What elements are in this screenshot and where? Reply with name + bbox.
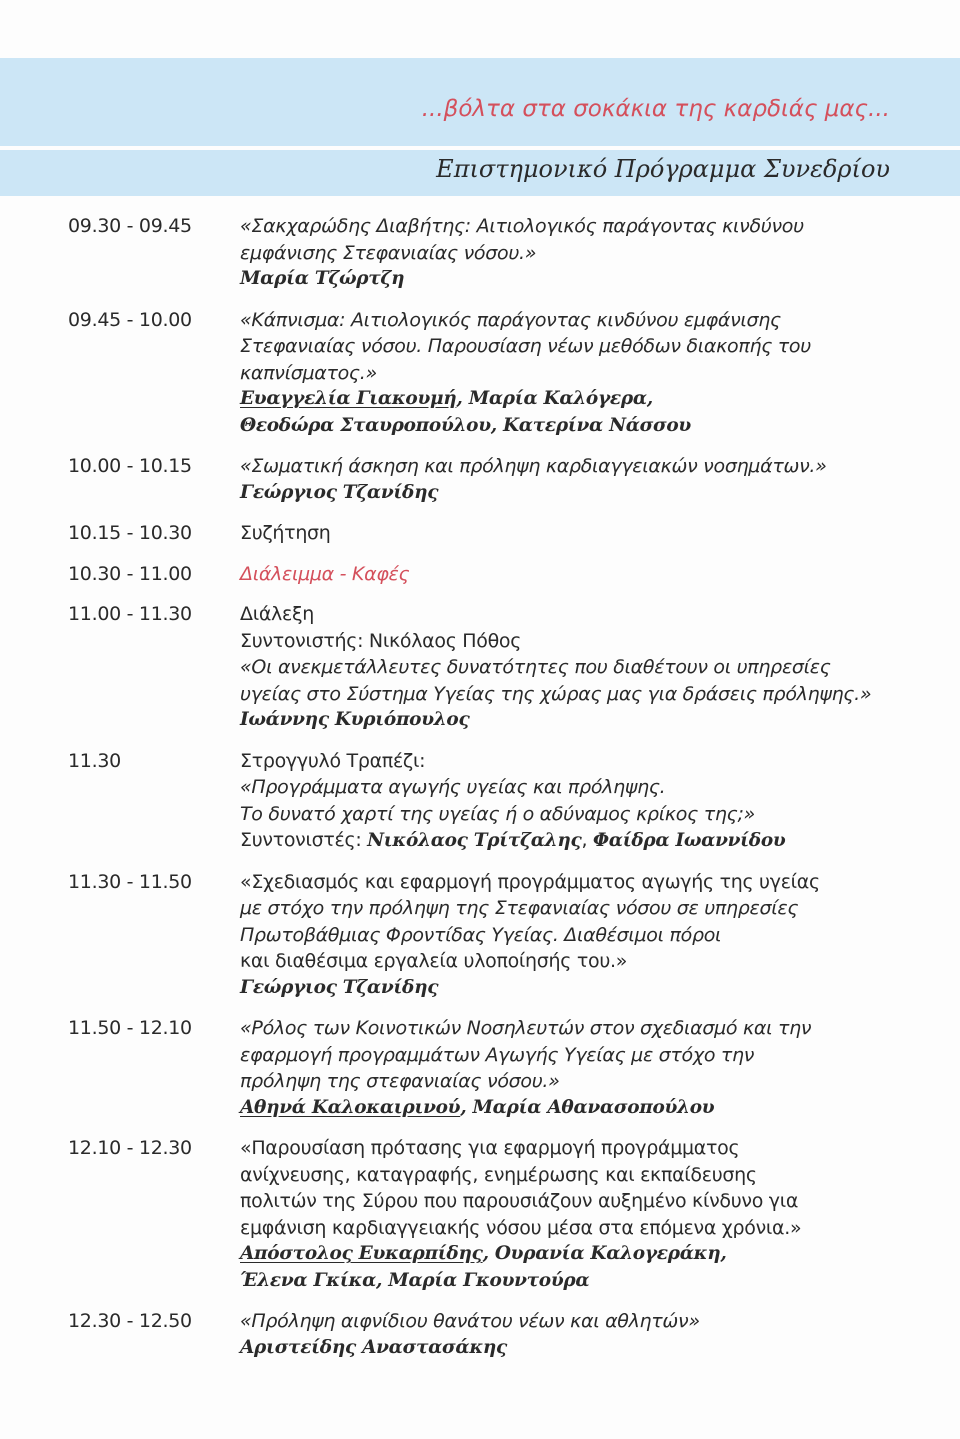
session-label: Διάλεξη [240,603,315,625]
talk-title-line: με στόχο την πρόληψη της Στεφανιαίας νόσου σε υπηρεσίες [240,897,799,919]
session-row [68,520,898,547]
co-speakers: , Μαρία Αθανασοπούλου [460,1096,715,1118]
moderators-line [240,827,898,855]
presenting-speaker: Αθηνά Καλοκαιρινού [240,1096,461,1118]
session-row [68,869,898,1002]
speakers-line [240,1095,898,1122]
session-row [68,748,898,855]
moderators-separator: , [581,829,593,851]
tagline: ...βόλτα στα σοκάκια της καρδιάς μας... [421,96,890,122]
talk-title-line: «Σωματική άσκηση και πρόληψη καρδιαγγειακών νοσημάτων.» [240,455,827,477]
talk-title-line: «Κάπνισμα: Αιτιολογικός παράγοντας κινδύνου εμφάνισης [240,308,781,331]
speaker: Γεώργιος Τζανίδης [240,481,439,503]
talk-title-line: πολιτών της Σύρου που παρουσιάζουν αυξημένο κίνδυνο για [240,1190,799,1212]
session-content [240,520,898,547]
session-time: 10.00 - 10.15 [68,455,192,477]
talk-title-line: εφαρμογή προγραμμάτων Αγωγής Υγείας με στόχο την [240,1043,755,1066]
moderator: Συντονιστής: Νικόλαος Πόθος [240,629,522,652]
session-label: Συζήτηση [240,522,331,544]
session-time: 09.45 - 10.00 [68,308,192,331]
talk-title-line: Πρωτοβάθμιας Φροντίδας Υγείας. Διαθέσιμοι πόροι [240,923,722,946]
talk-title-line: ανίχνευσης, καταγραφής, ενημέρωσης και εκπαίδευσης [240,1163,757,1186]
talk-title-line: υγείας στο Σύστημα Υγείας της χώρας μας για δράσεις πρόληψης.» [240,682,872,705]
session-time: 12.10 - 12.30 [68,1137,192,1159]
session-time: 11.00 - 11.30 [68,603,192,625]
talk-title-line: Στεφανιαίας νόσου. Παρουσίαση νέων μεθόδων διακοπής του [240,335,811,357]
talk-title-line: εμφάνιση καρδιαγγειακής νόσου μέσα στα επόμενα χρόνια.» [240,1216,802,1239]
session-content [240,869,898,1002]
co-speakers: , Ουρανία Καλογεράκη, [482,1243,727,1264]
talk-title-line: και διαθέσιμα εργαλεία υλοποίησής του.» [240,950,628,972]
session-time: 11.30 - 11.50 [68,870,192,893]
talk-title-line: καπνίσματος.» [240,361,377,384]
speakers-line [240,1241,898,1268]
session-content [240,1308,898,1361]
co-speakers: Θεοδώρα Σταυροπούλου, Κατερίνα Νάσσου [240,414,691,436]
session-row [68,601,898,734]
speaker: Μαρία Τζώρτζη [240,268,405,289]
session-content [240,748,898,855]
session-row [68,213,898,293]
session-row [68,307,898,440]
talk-title-line: πρόληψη της στεφανιαίας νόσου.» [240,1070,560,1092]
session-row [68,453,898,506]
session-row [68,1015,898,1121]
talk-title-line: «Σακχαρώδης Διαβήτης: Αιτιολογικός παράγοντας κινδύνου [240,215,804,237]
moderator-name: Νικόλαος Τρίτζαλης [367,830,582,851]
break-label: Διάλειμμα - Καφές [240,562,410,585]
talk-title-line: «Παρουσίαση πρότασης για εφαρμογή προγράμματος [240,1137,740,1159]
session-row [68,1135,898,1294]
session-row [68,561,898,588]
presenting-speaker: Ευαγγελία Γιακουμή [240,388,457,409]
session-content [240,601,898,734]
session-row [68,1308,898,1361]
session-label: Στρογγυλό Τραπέζι: [240,749,426,772]
talk-title-line: εμφάνισης Στεφανιαίας νόσου.» [240,241,537,264]
co-speakers: Έλενα Γκίκα, Μαρία Γκουντούρα [240,1269,590,1291]
talk-title-line: Το δυνατό χαρτί της υγείας ή ο αδύναμος κρίκος της;» [240,802,755,825]
talk-title-line: «Σχεδιασμός και εφαρμογή προγράμματος αγωγής της υγείας [240,870,820,893]
session-time: 09.30 - 09.45 [68,215,192,237]
session-content [240,453,898,506]
talk-title-line: «Οι ανεκμετάλλευτες δυνατότητες που διαθέτουν οι υπηρεσίες [240,656,831,678]
talk-title-line: «Προγράμματα αγωγής υγείας και πρόληψης. [240,776,666,798]
speaker: Γεώργιος Τζανίδης [240,976,439,998]
presenting-speaker: Απόστολος Ευκαρπίδης [240,1243,483,1264]
page-title: Επιστημονικό Πρόγραμμα Συνεδρίου [436,155,890,183]
speaker: Αριστείδης Αναστασάκης [240,1336,507,1358]
session-time: 10.30 - 11.00 [68,562,192,585]
session-content [240,1135,898,1294]
talk-title-line: «Ρόλος των Κοινοτικών Νοσηλευτών στον σχεδιασμό και την [240,1017,812,1039]
session-time: 11.50 - 12.10 [68,1017,192,1039]
co-speakers: , Μαρία Καλόγερα, [456,388,653,409]
session-content [240,213,898,293]
speakers-line [240,386,898,413]
session-content [240,561,898,588]
moderators-label: Συντονιστές: [240,829,368,851]
session-time: 11.30 [68,749,121,772]
speaker: Ιωάννης Κυριόπουλος [240,709,470,730]
schedule [68,213,898,1375]
moderator-name: Φαίδρα Ιωαννίδου [592,830,786,851]
talk-title-line: «Πρόληψη αιφνίδιου θανάτου νέων και αθλητών» [240,1310,700,1332]
session-time: 10.15 - 10.30 [68,522,192,544]
session-time: 12.30 - 12.50 [68,1310,192,1332]
session-content [240,307,898,440]
session-content [240,1015,898,1121]
